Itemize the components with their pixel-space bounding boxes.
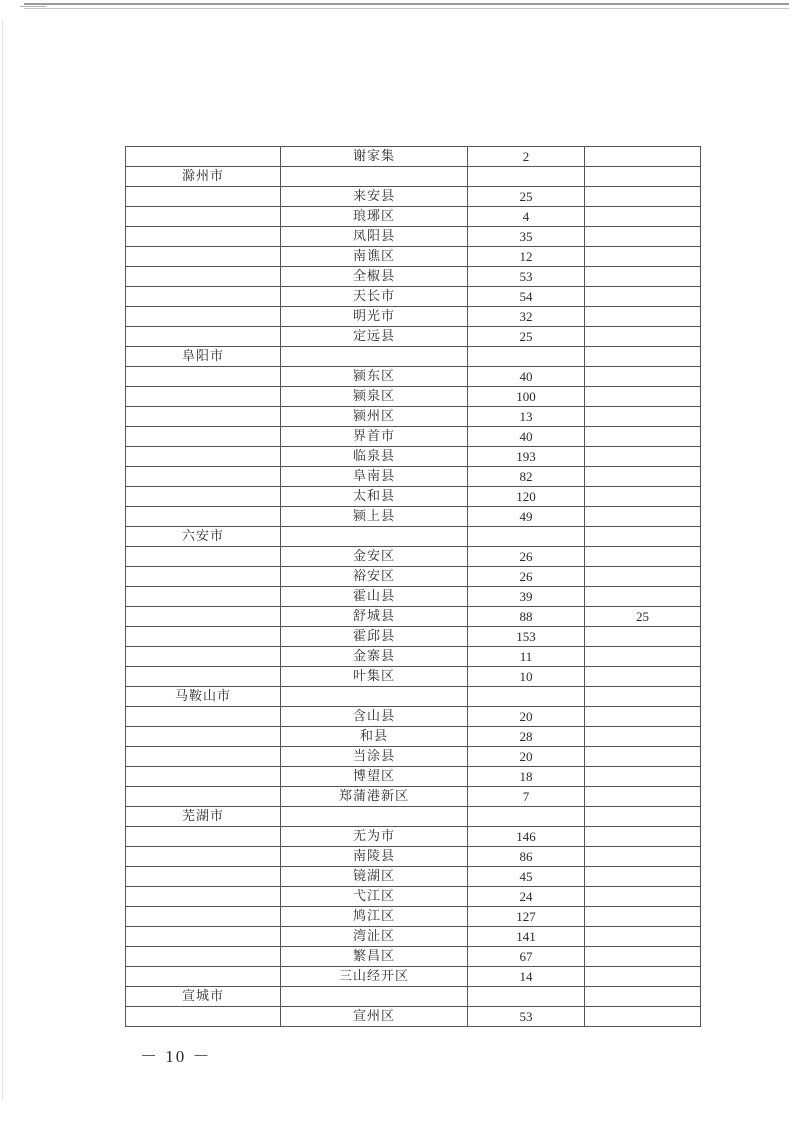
county-cell: 宣州区 <box>281 1007 468 1027</box>
value-cell: 153 <box>468 627 585 647</box>
extra-cell <box>585 187 701 207</box>
value-cell <box>468 347 585 367</box>
city-cell <box>126 767 281 787</box>
extra-cell <box>585 947 701 967</box>
header-rule-thin <box>24 8 789 9</box>
table-row <box>126 827 701 847</box>
value-cell: 13 <box>468 407 585 427</box>
city-cell <box>126 487 281 507</box>
table-row <box>126 727 701 747</box>
county-cell: 三山经开区 <box>281 967 468 987</box>
extra-cell <box>585 167 701 187</box>
extra-cell <box>585 907 701 927</box>
county-cell <box>281 527 468 547</box>
city-cell <box>126 467 281 487</box>
extra-cell <box>585 267 701 287</box>
table-row <box>126 887 701 907</box>
table-row <box>126 627 701 647</box>
value-cell <box>468 527 585 547</box>
city-cell <box>126 707 281 727</box>
county-cell: 界首市 <box>281 427 468 447</box>
table-row <box>126 967 701 987</box>
table-row <box>126 527 701 547</box>
extra-cell <box>585 987 701 1007</box>
value-cell: 35 <box>468 227 585 247</box>
city-cell <box>126 727 281 747</box>
city-cell: 滁州市 <box>126 167 281 187</box>
city-cell <box>126 447 281 467</box>
table-row <box>126 307 701 327</box>
city-cell <box>126 327 281 347</box>
county-cell: 弋江区 <box>281 887 468 907</box>
county-cell: 当涂县 <box>281 747 468 767</box>
county-cell: 全椒县 <box>281 267 468 287</box>
value-cell: 2 <box>468 147 585 167</box>
extra-cell <box>585 507 701 527</box>
county-cell: 繁昌区 <box>281 947 468 967</box>
city-cell: 马鞍山市 <box>126 687 281 707</box>
extra-cell <box>585 307 701 327</box>
table-row <box>126 767 701 787</box>
county-cell: 太和县 <box>281 487 468 507</box>
county-cell: 南谯区 <box>281 247 468 267</box>
extra-cell <box>585 847 701 867</box>
value-cell: 40 <box>468 427 585 447</box>
city-cell <box>126 927 281 947</box>
value-cell: 39 <box>468 587 585 607</box>
city-cell <box>126 867 281 887</box>
county-cell: 南陵县 <box>281 847 468 867</box>
scan-edge-mark <box>2 20 3 1100</box>
city-cell <box>126 787 281 807</box>
city-cell: 阜阳市 <box>126 347 281 367</box>
table-row <box>126 867 701 887</box>
value-cell: 20 <box>468 707 585 727</box>
extra-cell <box>585 327 701 347</box>
value-cell: 146 <box>468 827 585 847</box>
table-row <box>126 847 701 867</box>
value-cell: 32 <box>468 307 585 327</box>
table-row <box>126 927 701 947</box>
value-cell: 10 <box>468 667 585 687</box>
table-row <box>126 487 701 507</box>
value-cell: 7 <box>468 787 585 807</box>
extra-cell <box>585 787 701 807</box>
county-cell <box>281 347 468 367</box>
extra-cell <box>585 387 701 407</box>
table-row <box>126 747 701 767</box>
extra-cell <box>585 1007 701 1027</box>
city-cell <box>126 1007 281 1027</box>
value-cell: 193 <box>468 447 585 467</box>
city-cell <box>126 887 281 907</box>
value-cell: 127 <box>468 907 585 927</box>
table-row <box>126 907 701 927</box>
value-cell: 53 <box>468 267 585 287</box>
extra-cell <box>585 967 701 987</box>
extra-cell <box>585 627 701 647</box>
city-cell <box>126 147 281 167</box>
extra-cell <box>585 147 701 167</box>
value-cell: 26 <box>468 567 585 587</box>
city-cell <box>126 507 281 527</box>
county-cell: 金安区 <box>281 547 468 567</box>
extra-cell <box>585 687 701 707</box>
extra-cell <box>585 667 701 687</box>
county-cell: 舒城县 <box>281 607 468 627</box>
table-row <box>126 567 701 587</box>
table-row <box>126 707 701 727</box>
value-cell: 14 <box>468 967 585 987</box>
county-cell <box>281 687 468 707</box>
city-cell <box>126 827 281 847</box>
county-cell: 霍邱县 <box>281 627 468 647</box>
county-cell: 凤阳县 <box>281 227 468 247</box>
table-row <box>126 947 701 967</box>
county-cell: 来安县 <box>281 187 468 207</box>
county-cell <box>281 167 468 187</box>
county-cell: 谢家集 <box>281 147 468 167</box>
table-row <box>126 687 701 707</box>
table-row <box>126 807 701 827</box>
value-cell: 4 <box>468 207 585 227</box>
value-cell: 18 <box>468 767 585 787</box>
extra-cell <box>585 807 701 827</box>
table-row <box>126 1007 701 1027</box>
page-number: － 10 － <box>140 1047 212 1066</box>
city-cell <box>126 947 281 967</box>
county-cell: 无为市 <box>281 827 468 847</box>
city-cell: 宣城市 <box>126 987 281 1007</box>
extra-cell <box>585 887 701 907</box>
extra-cell <box>585 367 701 387</box>
city-cell <box>126 647 281 667</box>
value-cell: 53 <box>468 1007 585 1027</box>
table-row <box>126 607 701 627</box>
table-row <box>126 387 701 407</box>
extra-cell <box>585 567 701 587</box>
value-cell: 120 <box>468 487 585 507</box>
value-cell: 25 <box>468 327 585 347</box>
table-row <box>126 147 701 167</box>
county-cell <box>281 987 468 1007</box>
extra-cell <box>585 447 701 467</box>
county-cell: 鸠江区 <box>281 907 468 927</box>
extra-cell <box>585 727 701 747</box>
county-cell: 湾沚区 <box>281 927 468 947</box>
county-cell: 郑蒲港新区 <box>281 787 468 807</box>
county-cell: 博望区 <box>281 767 468 787</box>
extra-cell <box>585 587 701 607</box>
table-row <box>126 407 701 427</box>
city-cell <box>126 627 281 647</box>
value-cell: 12 <box>468 247 585 267</box>
city-cell <box>126 387 281 407</box>
extra-cell <box>585 427 701 447</box>
county-cell <box>281 807 468 827</box>
city-cell <box>126 247 281 267</box>
value-cell: 26 <box>468 547 585 567</box>
quota-table-body <box>126 147 701 1027</box>
table-row <box>126 987 701 1007</box>
city-cell <box>126 187 281 207</box>
extra-cell <box>585 527 701 547</box>
extra-cell <box>585 407 701 427</box>
city-cell: 六安市 <box>126 527 281 547</box>
table-row <box>126 187 701 207</box>
table-row <box>126 647 701 667</box>
city-cell <box>126 967 281 987</box>
extra-cell <box>585 547 701 567</box>
county-cell: 和县 <box>281 727 468 747</box>
county-cell: 颍上县 <box>281 507 468 527</box>
city-cell <box>126 907 281 927</box>
city-cell <box>126 587 281 607</box>
table-row <box>126 787 701 807</box>
extra-cell <box>585 827 701 847</box>
table-row <box>126 247 701 267</box>
county-cell: 金寨县 <box>281 647 468 667</box>
city-cell <box>126 547 281 567</box>
header-tick-mark <box>20 6 46 7</box>
table-row <box>126 507 701 527</box>
table-row <box>126 267 701 287</box>
value-cell: 24 <box>468 887 585 907</box>
county-cell: 裕安区 <box>281 567 468 587</box>
table-row <box>126 327 701 347</box>
county-cell: 天长市 <box>281 287 468 307</box>
county-cell: 明光市 <box>281 307 468 327</box>
value-cell <box>468 687 585 707</box>
city-cell <box>126 407 281 427</box>
table-row <box>126 587 701 607</box>
county-cell: 临泉县 <box>281 447 468 467</box>
table-row <box>126 667 701 687</box>
county-cell: 叶集区 <box>281 667 468 687</box>
value-cell <box>468 167 585 187</box>
value-cell: 54 <box>468 287 585 307</box>
city-cell <box>126 207 281 227</box>
extra-cell <box>585 647 701 667</box>
city-cell <box>126 847 281 867</box>
county-cell: 镜湖区 <box>281 867 468 887</box>
city-cell <box>126 287 281 307</box>
extra-cell <box>585 927 701 947</box>
extra-cell <box>585 207 701 227</box>
city-cell <box>126 667 281 687</box>
table-row <box>126 547 701 567</box>
table-row <box>126 227 701 247</box>
city-cell <box>126 227 281 247</box>
city-cell <box>126 567 281 587</box>
value-cell: 141 <box>468 927 585 947</box>
value-cell: 20 <box>468 747 585 767</box>
value-cell: 11 <box>468 647 585 667</box>
extra-cell <box>585 227 701 247</box>
value-cell: 28 <box>468 727 585 747</box>
county-cell: 霍山县 <box>281 587 468 607</box>
value-cell <box>468 807 585 827</box>
city-cell <box>126 427 281 447</box>
county-cell: 含山县 <box>281 707 468 727</box>
table-row <box>126 367 701 387</box>
city-cell <box>126 267 281 287</box>
extra-cell <box>585 467 701 487</box>
table-row <box>126 427 701 447</box>
extra-cell <box>585 867 701 887</box>
extra-cell <box>585 747 701 767</box>
value-cell: 49 <box>468 507 585 527</box>
county-cell: 琅琊区 <box>281 207 468 227</box>
quota-table <box>125 146 701 1027</box>
extra-cell <box>585 247 701 267</box>
extra-cell <box>585 287 701 307</box>
value-cell: 45 <box>468 867 585 887</box>
table-row <box>126 447 701 467</box>
value-cell: 82 <box>468 467 585 487</box>
value-cell: 25 <box>468 187 585 207</box>
county-cell: 颍泉区 <box>281 387 468 407</box>
value-cell: 88 <box>468 607 585 627</box>
county-cell: 颍州区 <box>281 407 468 427</box>
value-cell: 86 <box>468 847 585 867</box>
extra-cell <box>585 707 701 727</box>
extra-cell: 25 <box>585 607 701 627</box>
extra-cell <box>585 347 701 367</box>
city-cell <box>126 367 281 387</box>
county-cell: 阜南县 <box>281 467 468 487</box>
value-cell: 40 <box>468 367 585 387</box>
extra-cell <box>585 487 701 507</box>
value-cell <box>468 987 585 1007</box>
table-row <box>126 467 701 487</box>
county-cell: 颍东区 <box>281 367 468 387</box>
table-row <box>126 207 701 227</box>
county-cell: 定远县 <box>281 327 468 347</box>
table-row <box>126 167 701 187</box>
city-cell <box>126 747 281 767</box>
extra-cell <box>585 767 701 787</box>
city-cell <box>126 307 281 327</box>
table-row <box>126 347 701 367</box>
header-rule <box>24 3 789 5</box>
city-cell: 芜湖市 <box>126 807 281 827</box>
city-cell <box>126 607 281 627</box>
table-row <box>126 287 701 307</box>
value-cell: 100 <box>468 387 585 407</box>
value-cell: 67 <box>468 947 585 967</box>
